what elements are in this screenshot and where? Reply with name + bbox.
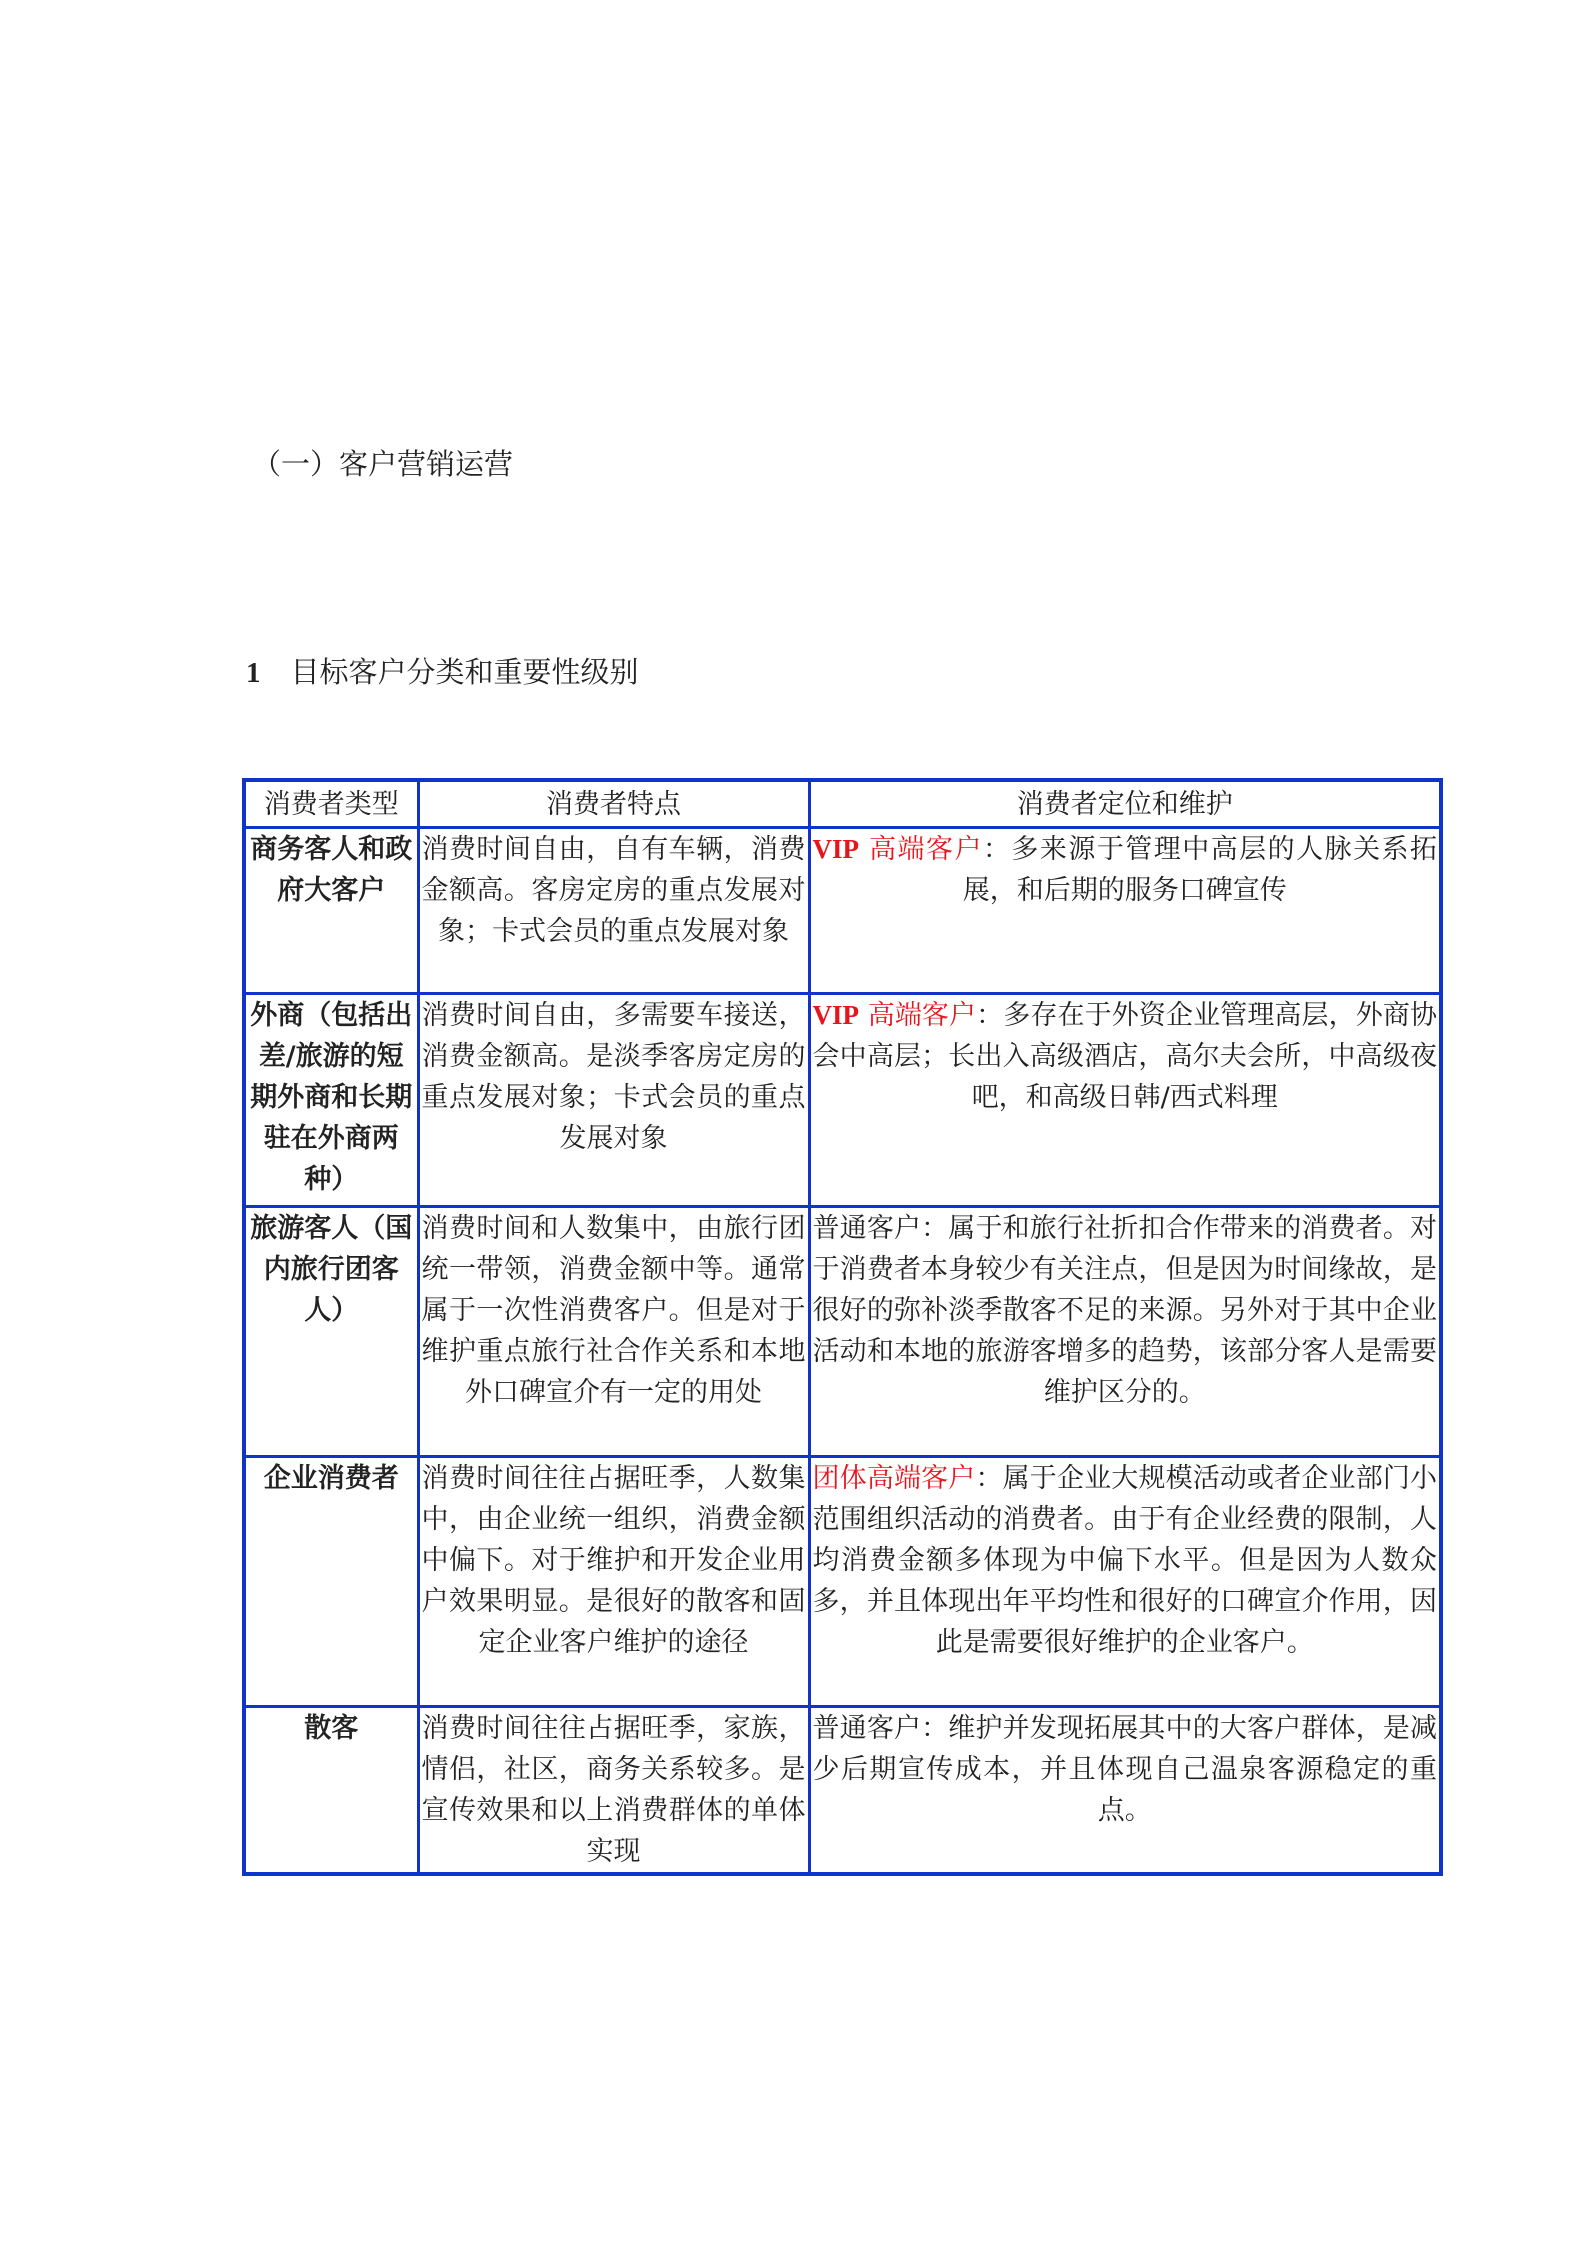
table-row bbox=[244, 1707, 1441, 1875]
table-row bbox=[244, 828, 1441, 994]
cell-features: 消费时间自由，自有车辆，消费金额高。客房定房的重点发展对象；卡式会员的重点发展对象 bbox=[418, 828, 809, 994]
subsection-title bbox=[246, 652, 639, 693]
cell-features: 消费时间往往占据旺季，人数集中，由企业统一组织，消费金额中偏下。对于维护和开发企业用户效果明显。是很好的散客和固定企业客户维护的途径 bbox=[418, 1457, 809, 1707]
vip-label: VIP bbox=[812, 834, 859, 864]
tag-text: 高端客户 bbox=[867, 1000, 977, 1031]
table-row bbox=[244, 994, 1441, 1207]
cell-features: 消费时间往往占据旺季，家族，情侣，社区，商务关系较多。是宣传效果和以上消费群体的单体实现 bbox=[418, 1707, 809, 1875]
header-consumer-type: 消费者类型 bbox=[244, 780, 418, 828]
cell-features: 消费时间和人数集中，由旅行团统一带领，消费金额中等。通常属于一次性消费客户。但是对于维护重点旅行社合作关系和本地外口碑宣介有一定的用处 bbox=[418, 1207, 809, 1457]
vip-label: VIP bbox=[812, 1000, 859, 1030]
subsection-number: 1 bbox=[246, 657, 261, 689]
positioning-text: 普通客户：属于和旅行社折扣合作带来的消费者。对于消费者本身较少有关注点，但是因为时间缘故，是很好的弥补淡季散客不足的来源。另外对于其中企业活动和本地的旅游客增多的趋势，该部分客人是需要维护区分的。 bbox=[812, 1213, 1437, 1408]
customer-level-tag bbox=[813, 834, 983, 865]
cell-consumer-type: 散客 bbox=[244, 1707, 418, 1875]
table-row bbox=[244, 1207, 1441, 1457]
subsection-title-text: 目标客户分类和重要性级别 bbox=[290, 655, 639, 689]
positioning-text: ：多来源于管理中高层的人脉关系拓展，和后期的服务口碑宣传 bbox=[962, 834, 1438, 906]
tag-text: 高端客户 bbox=[869, 834, 983, 865]
customer-level-tag: 团体高端客户 bbox=[812, 1463, 976, 1494]
table-row bbox=[244, 1457, 1441, 1707]
positioning-text: ：属于企业大规模活动或者企业部门小范围组织活动的消费者。由于有企业经费的限制，人均消费金额多体现为中偏下水平。但是因为人数众多，并且体现出年平均性和很好的口碑宣介作用，因此是需要很好维护的企业客户。 bbox=[812, 1463, 1438, 1658]
cell-consumer-type: 旅游客人（国内旅行团客人） bbox=[244, 1207, 418, 1457]
cell-positioning bbox=[809, 1457, 1441, 1707]
cell-positioning bbox=[809, 1207, 1441, 1457]
customer-level-tag bbox=[813, 1000, 977, 1031]
table-header-row bbox=[244, 780, 1441, 828]
customer-classification-table bbox=[242, 778, 1443, 1876]
cell-consumer-type: 企业消费者 bbox=[244, 1457, 418, 1707]
cell-positioning bbox=[809, 1707, 1441, 1875]
cell-features: 消费时间自由，多需要车接送，消费金额高。是淡季客房定房的重点发展对象；卡式会员的重点发展对象 bbox=[418, 994, 809, 1207]
cell-positioning bbox=[809, 994, 1441, 1207]
cell-consumer-type: 商务客人和政府大客户 bbox=[244, 828, 418, 994]
cell-positioning bbox=[809, 828, 1441, 994]
cell-consumer-type: 外商（包括出差/旅游的短期外商和长期驻在外商两种） bbox=[244, 994, 418, 1207]
positioning-text: 普通客户：维护并发现拓展其中的大客户群体，是减少后期宣传成本，并且体现自己温泉客源稳定的重点。 bbox=[812, 1713, 1437, 1826]
positioning-text: ：多存在于外资企业管理高层，外商协会中高层；长出入高级酒店，高尔夫会所，中高级夜吧，和高级日韩/西式料理 bbox=[812, 1000, 1438, 1113]
header-positioning-maintenance: 消费者定位和维护 bbox=[809, 780, 1441, 828]
header-consumer-features: 消费者特点 bbox=[418, 780, 809, 828]
section-title: （一）客户营销运营 bbox=[252, 447, 514, 481]
